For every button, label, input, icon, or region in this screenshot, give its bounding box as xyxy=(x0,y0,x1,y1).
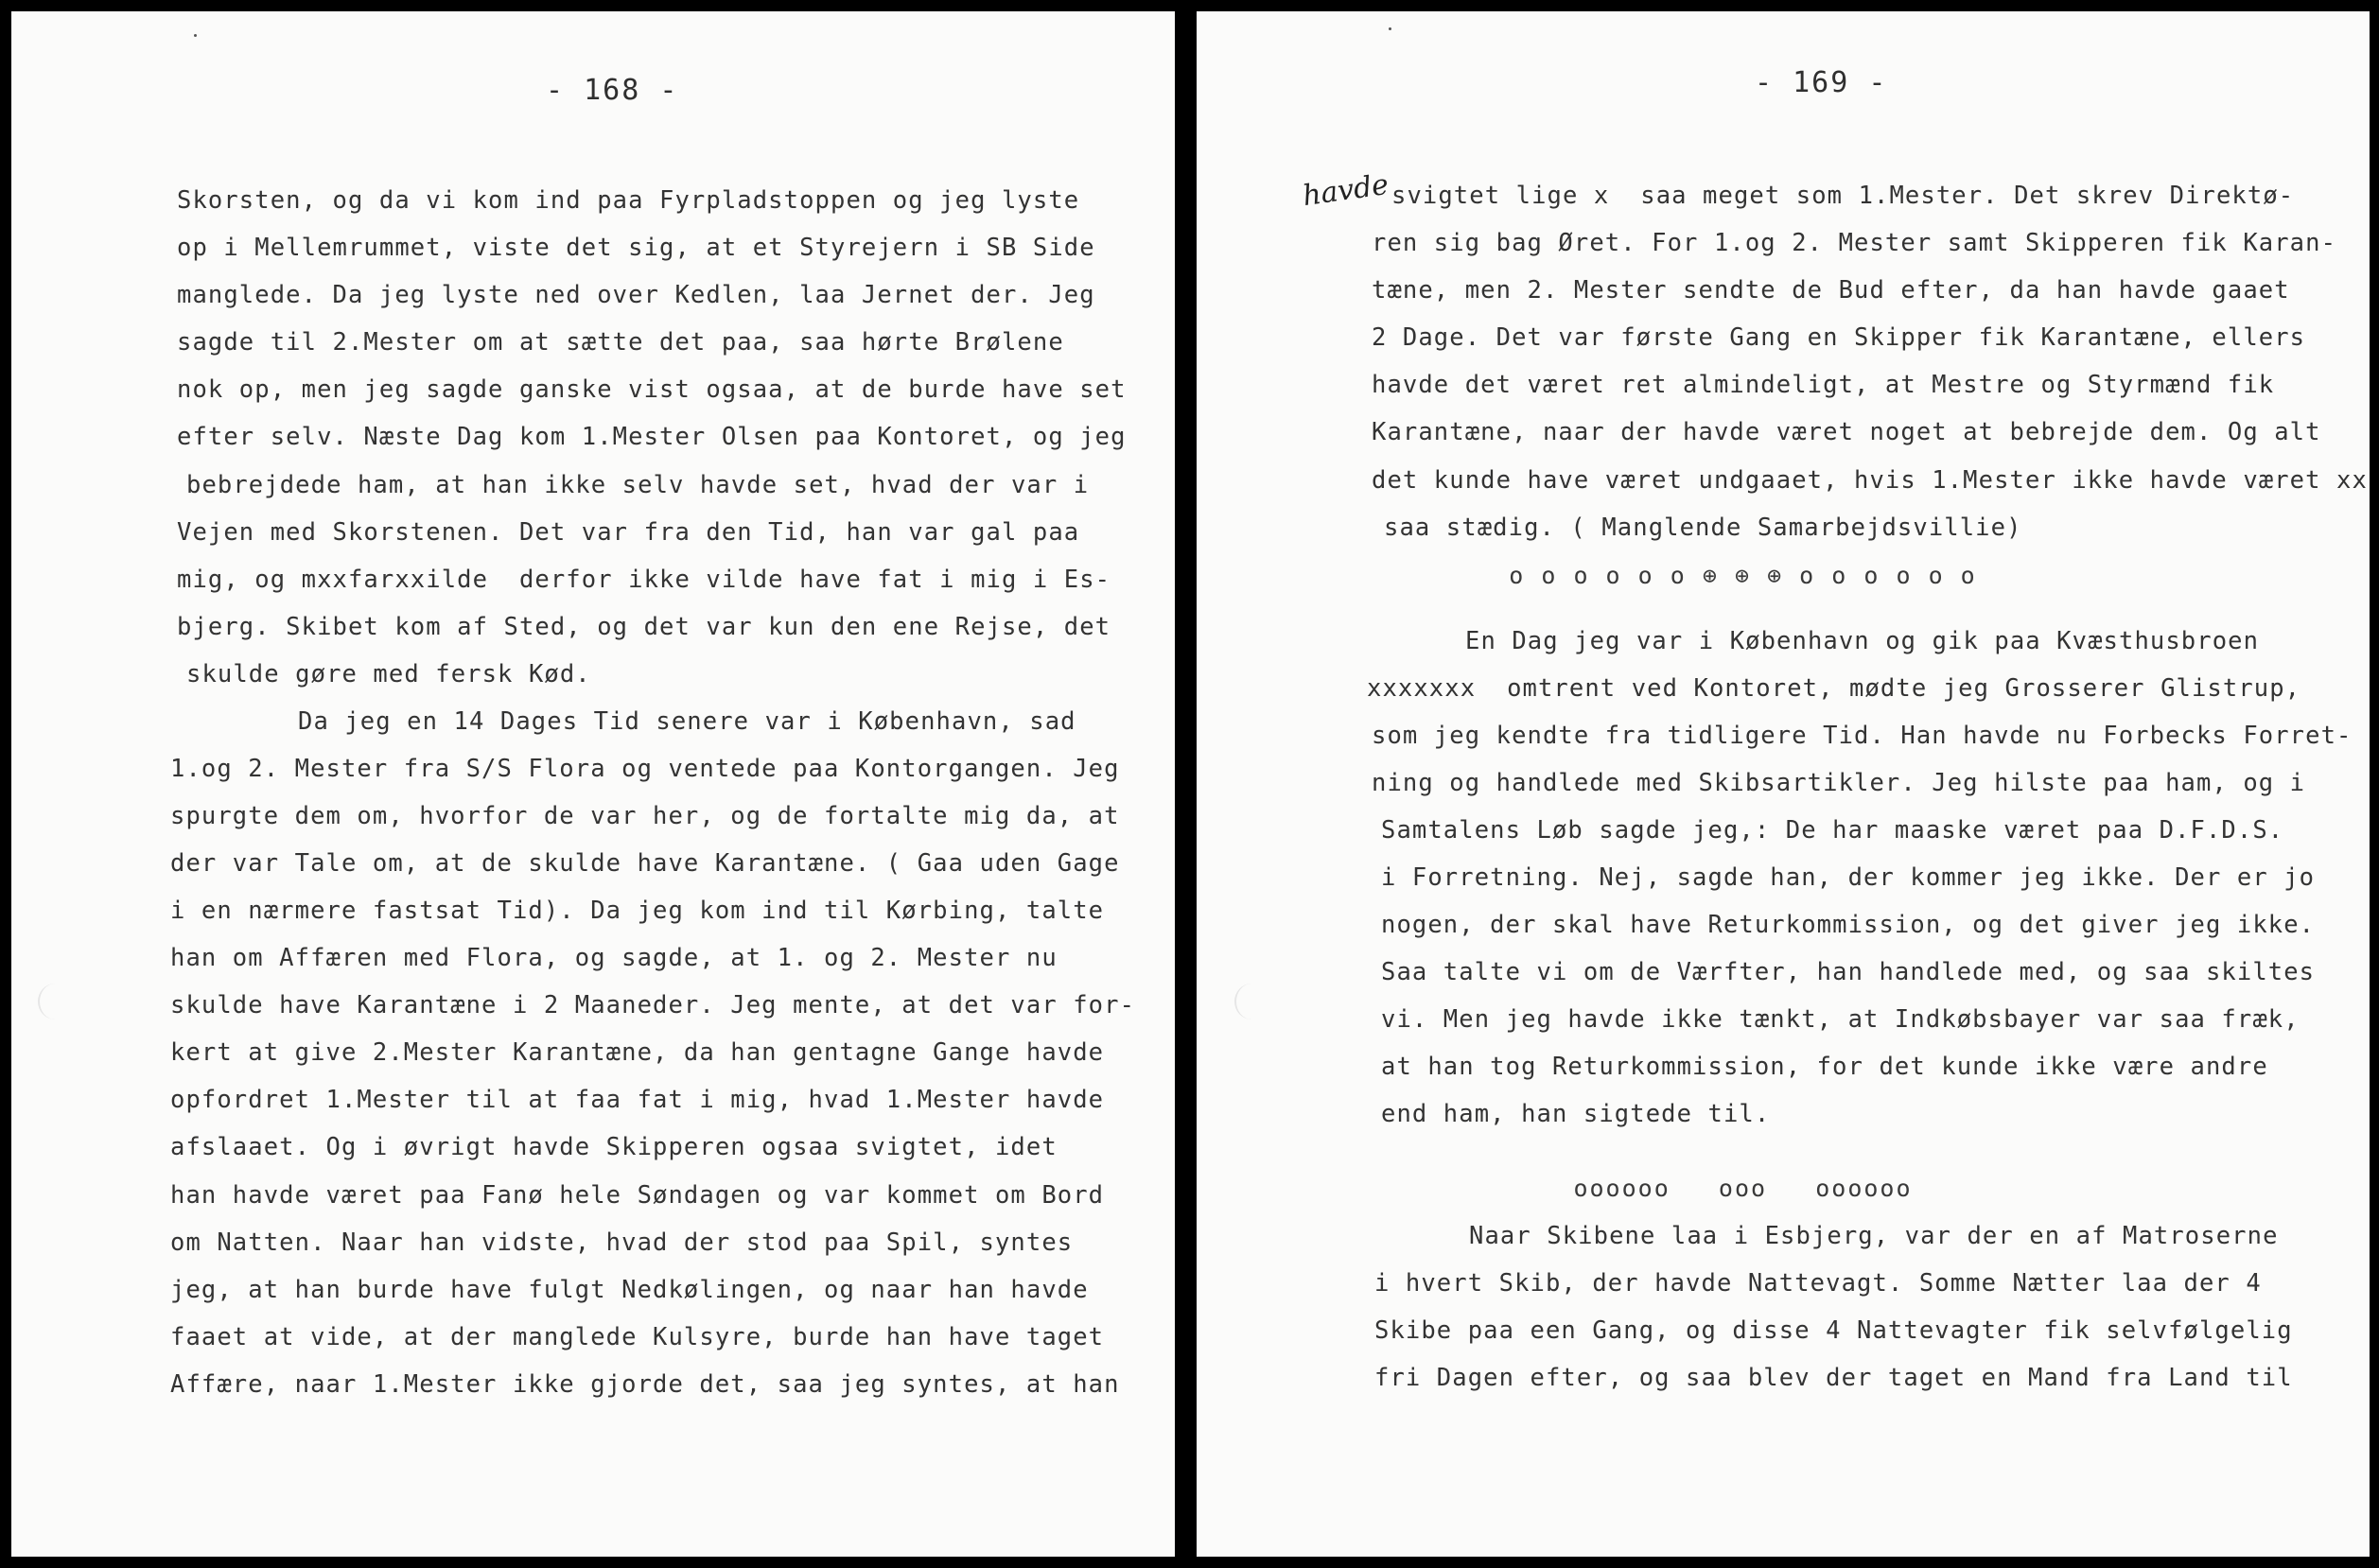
text-line: at han tog Returkommission, for det kunde ikke være andre xyxy=(1381,1053,2268,1081)
text-line: op i Mellemrummet, viste det sig, at et Styrejern i SB Side xyxy=(177,234,1095,262)
text-line: spurgte dem om, hvorfor de var her, og de fortalte mig da, at xyxy=(170,802,1120,830)
text-line: i hvert Skib, der havde Nattevagt. Somme Nætter laa der 4 xyxy=(1374,1269,2262,1298)
text-line: opfordret 1.Mester til at faa fat i mig, hvad 1.Mester havde xyxy=(170,1086,1105,1114)
text-line: skulde gøre med fersk Kød. xyxy=(186,660,591,688)
text-line: manglede. Da jeg lyste ned over Kedlen, laa Jernet der. Jeg xyxy=(177,281,1095,309)
section-separator: o o o o o o ⊕ ⊕ ⊕ o o o o o o xyxy=(1509,562,1977,589)
text-line: Da jeg en 14 Dages Tid senere var i København, sad xyxy=(298,707,1076,736)
text-line: bebrejdede ham, at han ikke selv havde set, hvad der var i xyxy=(186,471,1090,499)
punch-hole xyxy=(38,984,72,1019)
text-line: Samtalens Løb sagde jeg,: De har maaske været paa D.F.D.S. xyxy=(1381,816,2284,845)
text-line: efter selv. Næste Dag kom 1.Mester Olsen paa Kontoret, og jeg xyxy=(177,423,1127,451)
text-line: fri Dagen efter, og saa blev der taget en Mand fra Land til xyxy=(1374,1364,2293,1392)
text-line: om Natten. Naar han vidste, hvad der stod paa Spil, syntes xyxy=(170,1228,1074,1257)
text-line: kert at give 2.Mester Karantæne, da han gentagne Gange havde xyxy=(170,1038,1105,1067)
page-mark xyxy=(194,34,197,37)
text-line: vi. Men jeg havde ikke tænkt, at Indkøbsbayer var saa fræk, xyxy=(1381,1005,2300,1034)
text-line: i en nærmere fastsat Tid). Da jeg kom ind til Kørbing, talte xyxy=(170,897,1105,925)
text-line: nogen, der skal have Returkommission, og det giver jeg ikke. xyxy=(1381,911,2316,939)
text-line: jeg, at han burde have fulgt Nedkølingen, og naar han havde xyxy=(170,1276,1089,1304)
text-line: Skorsten, og da vi kom ind paa Fyrpladstoppen og jeg lyste xyxy=(177,186,1080,215)
text-line: skulde have Karantæne i 2 Maaneder. Jeg mente, at det var for- xyxy=(170,991,1136,1019)
text-line: han om Affæren med Flora, og sagde, at 1. og 2. Mester nu xyxy=(170,944,1058,972)
text-line: mig, og mxxfarxxilde derfor ikke vilde have fat i mig i Es- xyxy=(177,566,1111,594)
text-line: Vejen med Skorstenen. Det var fra den Tid, han var gal paa xyxy=(177,518,1080,547)
text-line: 2 Dage. Det var første Gang en Skipper fik Karantæne, ellers xyxy=(1372,323,2306,352)
page-number: - 168 - xyxy=(546,74,679,107)
text-line: 1.og 2. Mester fra S/S Flora og ventede paa Kontorgangen. Jeg xyxy=(170,755,1120,783)
text-line: ren sig bag Øret. For 1.og 2. Mester samt Skipperen fik Karan- xyxy=(1372,229,2337,257)
text-line: havde det været ret almindeligt, at Mestre og Styrmænd fik xyxy=(1372,371,2275,399)
text-line: det kunde have været undgaaet, hvis 1.Mester ikke havde været xx xyxy=(1372,466,2368,495)
text-line: ning og handlede med Skibsartikler. Jeg hilste paa ham, og i xyxy=(1372,769,2306,797)
text-line: nok op, men jeg sagde ganske vist ogsaa, at de burde have set xyxy=(177,375,1127,404)
punch-hole xyxy=(1234,984,1268,1019)
handwritten-margin-note: havde xyxy=(1301,167,1391,214)
text-line: xxxxxxx omtrent ved Kontoret, mødte jeg Grosserer Glistrup, xyxy=(1367,674,2301,703)
text-line: Naar Skibene laa i Esbjerg, var der en af Matroserne xyxy=(1469,1222,2279,1250)
text-line: faaet at vide, at der manglede Kulsyre, burde han have taget xyxy=(170,1323,1105,1351)
section-separator: oooooo ooo oooooo xyxy=(1573,1175,1913,1202)
page-mark xyxy=(1389,27,1391,30)
text-line: i Forretning. Nej, sagde han, der kommer jeg ikke. Der er jo xyxy=(1381,863,2316,892)
text-line: tæne, men 2. Mester sendte de Bud efter, da han havde gaaet xyxy=(1372,276,2290,305)
document-page-right xyxy=(1197,11,2370,1557)
text-line: afslaaet. Og i øvrigt havde Skipperen ogsaa svigtet, idet xyxy=(170,1133,1058,1161)
text-line: han havde været paa Fanø hele Søndagen og var kommet om Bord xyxy=(170,1181,1105,1210)
text-line: bjerg. Skibet kom af Sted, og det var kun den ene Rejse, det xyxy=(177,613,1111,641)
text-line: der var Tale om, at de skulde have Karantæne. ( Gaa uden Gage xyxy=(170,849,1120,878)
text-line: Skibe paa een Gang, og disse 4 Nattevagter fik selvfølgelig xyxy=(1374,1316,2293,1345)
document-page-left xyxy=(11,11,1175,1557)
text-line: end ham, han sigtede til. xyxy=(1381,1100,1771,1128)
text-line: Karantæne, naar der havde været noget at bebrejde dem. Og alt xyxy=(1372,418,2321,446)
text-line: saa stædig. ( Manglende Samarbejdsvillie) xyxy=(1384,514,2022,542)
page-number: - 169 - xyxy=(1755,66,1888,99)
text-line: sagde til 2.Mester om at sætte det paa, saa hørte Brølene xyxy=(177,328,1064,357)
text-line: svigtet lige x saa meget som 1.Mester. Det skrev Direktø- xyxy=(1391,182,2295,210)
text-line: En Dag jeg var i København og gik paa Kvæsthusbroen xyxy=(1465,627,2260,655)
text-line: Saa talte vi om de Værfter, han handlede med, og saa skiltes xyxy=(1381,958,2316,986)
text-line: Affære, naar 1.Mester ikke gjorde det, saa jeg syntes, at han xyxy=(170,1370,1120,1399)
text-line: som jeg kendte fra tidligere Tid. Han havde nu Forbecks Forret- xyxy=(1372,722,2353,750)
